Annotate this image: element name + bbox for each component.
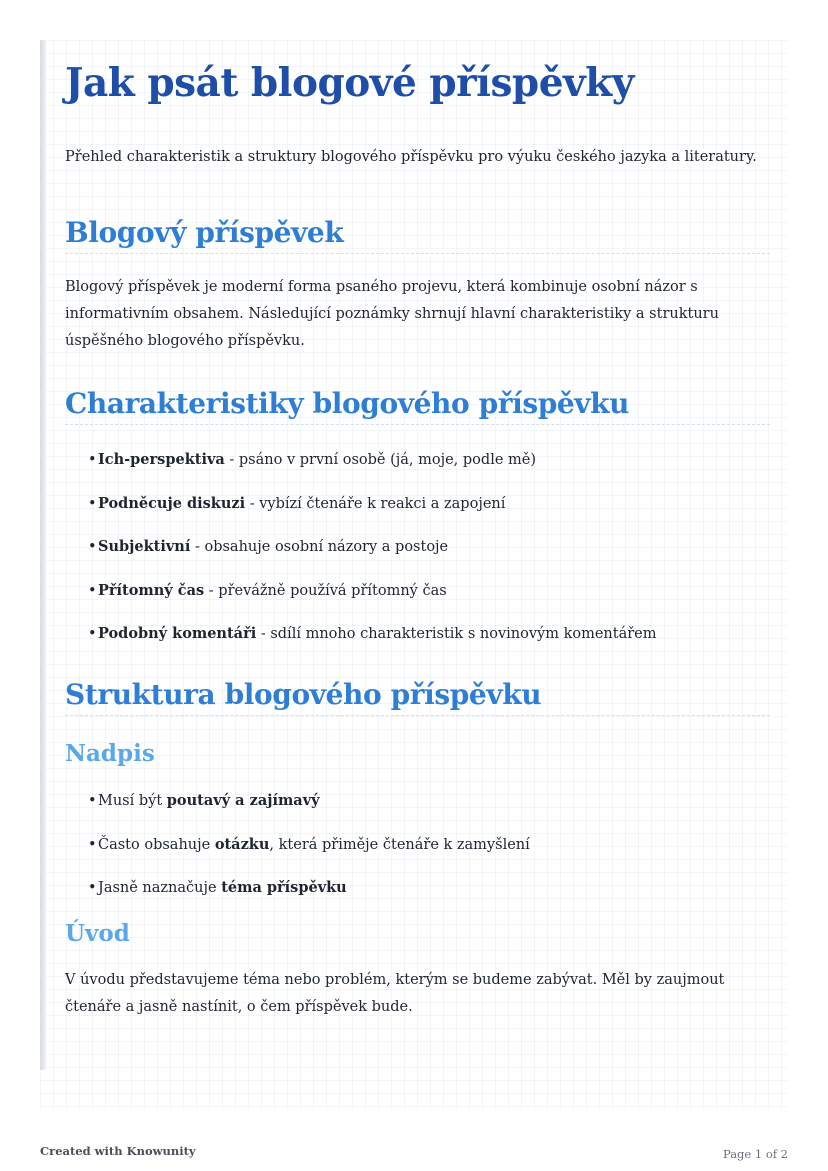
list-item-text: , která přiměje čtenáře k zamyšlení [269, 836, 530, 853]
page-number: Page 1 of 2 [722, 1147, 788, 1161]
heading-blog-post: Blogový příspěvek [65, 216, 770, 254]
list-item-desc: - vybízí čtenáře k reakci a zapojení [245, 495, 506, 512]
list-item-desc: - sdílí mnoho charakteristik s novinovým komentářem [256, 626, 657, 642]
list-item [65, 581, 657, 625]
headline-list [65, 791, 530, 922]
list-item-emphasis: otázku [214, 835, 270, 853]
page-title: Jak psát blogové příspěvky [65, 60, 634, 106]
list-item-term: Podněcuje diskuzi [98, 494, 246, 512]
list-item-text: Jasně naznačuje [98, 880, 222, 896]
document-page [40, 40, 788, 1110]
list-item [65, 835, 530, 879]
bullet-icon: • [88, 582, 97, 599]
bullet-icon: • [88, 626, 97, 642]
list-item-desc: - psáno v první osobě (já, moje, podle mě) [224, 452, 537, 468]
bullet-icon: • [88, 836, 97, 853]
heading-headline: Nadpis [65, 740, 155, 767]
list-item [65, 878, 530, 922]
heading-structure: Struktura blogového příspěvku [65, 678, 770, 716]
bullet-icon: • [88, 880, 97, 896]
list-item-desc: - převážně používá přítomný čas [204, 582, 447, 599]
list-item-term: Ich-perspektiva [98, 451, 225, 468]
bullet-icon: • [88, 495, 97, 512]
intro-text: Přehled charakteristik a struktury blogového příspěvku pro výuku českého jazyka a literatury. [65, 149, 757, 165]
list-item-desc: - obsahuje osobní názory a postoje [190, 539, 449, 555]
list-item-emphasis: téma příspěvku [221, 879, 347, 896]
list-item-emphasis: poutavý a zajímavý [166, 792, 320, 809]
list-item [65, 791, 530, 835]
list-item [65, 624, 657, 668]
page-margin-bar [40, 40, 46, 1070]
list-item-text: Musí být [98, 793, 167, 809]
heading-characteristics: Charakteristiky blogového příspěvku [65, 387, 770, 425]
introduction-paragraph: V úvodu představujeme téma nebo problém, kterým se budeme zabývat. Měl by zaujmout čtenáře a jasně nastínit, o čem příspěvek bude. [65, 972, 725, 1015]
list-item-term: Přítomný čas [98, 581, 205, 599]
bullet-icon: • [88, 539, 97, 555]
list-item-term: Subjektivní [98, 538, 191, 555]
bullet-icon: • [88, 452, 97, 468]
list-item [65, 450, 657, 494]
blog-post-paragraph: Blogový příspěvek je moderní forma psaného projevu, která kombinuje osobní názor s informativním obsahem. Následující poznámky shrnují hlavní charakteristiky a strukturu úspěšného blogového příspěvku. [65, 279, 719, 349]
list-item [65, 494, 657, 538]
list-item [65, 537, 657, 581]
footer-credit: Created with Knowunity [40, 1144, 196, 1158]
characteristics-list [65, 450, 657, 668]
bullet-icon: • [88, 793, 97, 809]
list-item-term: Podobný komentáři [98, 625, 257, 642]
heading-introduction: Úvod [65, 920, 130, 947]
list-item-text: Často obsahuje [98, 836, 215, 853]
